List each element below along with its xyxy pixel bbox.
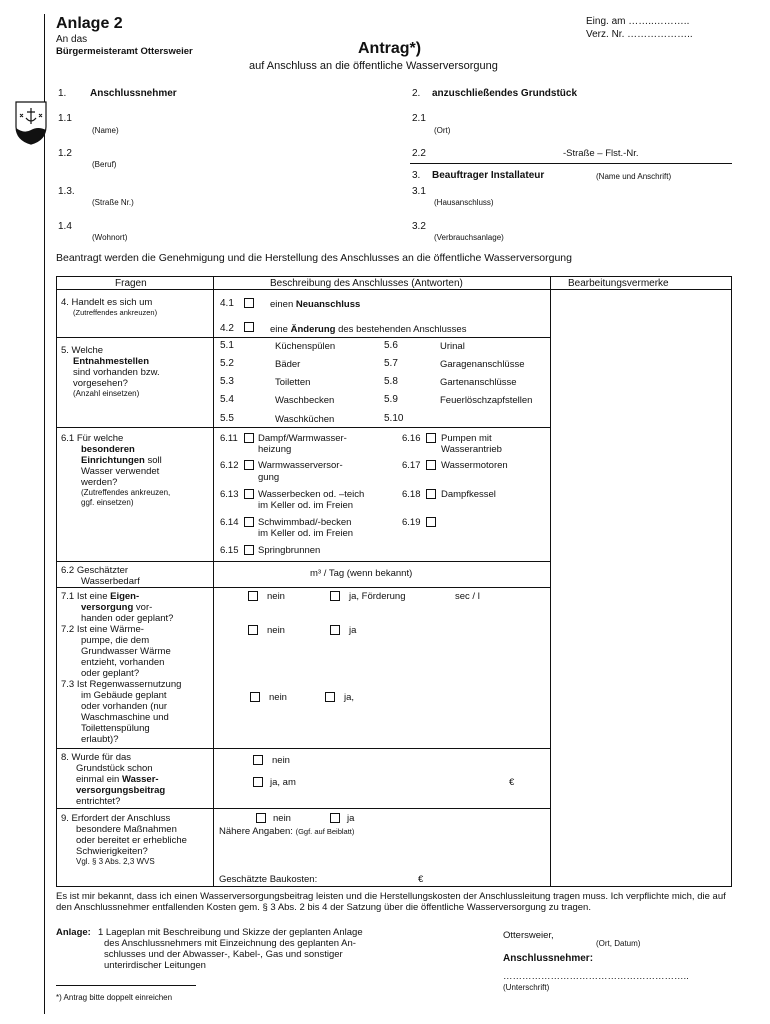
section3-num: 3. [412,170,421,181]
field-3-1-num: 3.1 [412,186,426,197]
a612-num: 6.12 [220,460,239,471]
row-line [56,748,550,749]
q62-line1: 6.2 Geschätzter [61,565,129,576]
a611-num: 6.11 [220,433,238,444]
section2-underline [410,163,732,164]
a62-unit: m³ / Tag (wenn bekannt) [310,568,413,579]
table-header-line [56,289,732,290]
euro-symbol: € [418,874,424,885]
a5-num: 5.1 [220,340,234,351]
q8-line1: 8. Wurde für das [61,752,132,763]
field-1-4-num: 1.4 [58,221,72,232]
signature-line[interactable]: ………………………………………………….. [503,971,689,982]
a41-num: 4.1 [220,298,234,309]
regenwasser-ja-checkbox[interactable] [325,692,335,702]
field-strasse-label: (Straße Nr.) [92,198,134,207]
q61-line1: 6.1 Für welche [61,433,124,444]
springbrunnen-checkbox[interactable] [244,545,254,555]
q61-line4: Wasser verwendet [81,466,160,477]
nein-label: nein [267,625,285,636]
q4-text: 4. Handelt es sich um [61,297,153,308]
footnote-divider [56,985,196,986]
wasserbecken-checkbox[interactable] [244,489,254,499]
a5-label: Küchenspülen [275,341,336,352]
q73-line3: oder vorhanden (nur [81,701,168,712]
massnahmen-ja-checkbox[interactable] [330,813,340,823]
signature-title: Anschlussnehmer: [503,953,594,964]
ja-label: ja [349,625,357,636]
q9-line1: 9. Erfordert der Anschluss [61,813,171,824]
q73-line6: erlaubt)? [81,734,119,745]
a613-line1: Wasserbecken od. –teich [258,489,365,500]
a616-line2: Wasserantrieb [441,444,502,455]
a614-num: 6.14 [220,517,239,528]
a611-line1: Dampf/Warmwasser- [258,433,347,444]
q73-line1: 7.3 Ist Regenwassernutzung [61,679,182,690]
a616-num: 6.16 [402,433,421,444]
ja-foerderung-label: ja, Förderung [349,591,406,602]
anlage-line2: des Anschlussnehmers mit Einzeichnung des geplanten An- [104,938,356,949]
an-das: An das [56,34,88,45]
baukosten-label: Geschätzte Baukosten: [219,874,318,885]
col-header-beschreibung: Beschreibung des Anschlusses (Antworten) [270,278,463,289]
q61-note1: (Zutreffendes ankreuzen, [81,488,171,497]
warmwasserversorgung-checkbox[interactable] [244,460,254,470]
field-1-3-num: 1.3. [58,186,75,197]
a615-line1: Springbrunnen [258,545,321,556]
q61-note2: ggf. einsetzen) [81,498,134,507]
a5-num: 5.5 [220,413,234,424]
q61-line3: Einrichtungen soll [81,455,162,466]
a5-num: 5.6 [384,340,398,351]
signature-note: (Unterschrift) [503,983,550,992]
a616-line1: Pumpen mit [441,433,492,444]
q71-line2: versorgung vor- [81,602,153,613]
ja-label: ja [347,813,355,824]
signature-place: Ottersweier, [503,930,554,941]
eingang-field[interactable]: Eing. am ……..……….. [586,16,690,27]
beitrag-nein-checkbox[interactable] [253,755,263,765]
q61-line2: besonderen [81,444,135,455]
footnote: *) Antrag bitte doppelt einreichen [56,993,173,1002]
table-col-line [550,276,551,886]
dampf-warmwasser-checkbox[interactable] [244,433,254,443]
a615-num: 6.15 [220,545,239,556]
q8-line5: entrichtet? [76,796,121,807]
q72-line1: 7.2 Ist eine Wärme- [61,624,144,635]
pumpen-checkbox[interactable] [426,433,436,443]
a617-line1: Wassermotoren [441,460,508,471]
aenderung-checkbox[interactable] [244,322,254,332]
section3-title: Beauftrager Installateur [432,170,545,181]
q72-line5: oder geplant? [81,668,140,679]
a5-num: 5.9 [384,394,398,405]
schwimmbad-checkbox[interactable] [244,517,254,527]
q8-line2: Grundstück schon [76,763,153,774]
anlage-line3: schlusses und der Abwasser-, Kabel-, Gas und sonstiger [104,949,343,960]
a611-line2: heizung [258,444,292,455]
a5-label: Garagenanschlüsse [440,359,525,370]
a617-num: 6.17 [402,460,421,471]
a612-line1: Warmwasserversor- [258,460,343,471]
euro-symbol: € [509,777,515,788]
signature-place-note: (Ort, Datum) [596,939,641,948]
a5-num: 5.2 [220,358,234,369]
q8-line3: einmal ein Wasser- [76,774,159,785]
row-line [56,587,550,588]
field-name-label: (Name) [92,126,119,135]
a5-num: 5.7 [384,358,398,369]
a42-label: eine Änderung des bestehenden Anschlusses [270,324,467,335]
table-right-line [731,276,732,886]
anlage-label: Anlage: [56,927,91,938]
q9-line2: besondere Maßnahmen [76,824,177,835]
eigenversorgung-nein-checkbox[interactable] [248,591,258,601]
a5-num: 5.4 [220,394,234,405]
a42-num: 4.2 [220,323,234,334]
q5-line2: Entnahmestellen [73,356,150,367]
q72-line4: entzieht, vorhanden [81,657,165,668]
field-beruf-label: (Beruf) [92,160,117,169]
a41-label: einen Neuanschluss [270,299,361,310]
a5-num: 5.8 [384,376,398,387]
a612-line2: gung [258,472,280,483]
anlage-title: Anlage 2 [56,15,123,32]
q5-note: (Anzahl einsetzen) [73,389,140,398]
a614-line2: im Keller od. im Freien [258,528,354,539]
a614-line1: Schwimmbad/-becken [258,517,352,528]
a5-label: Bäder [275,359,301,370]
eigenversorgung-ja-checkbox[interactable] [330,591,340,601]
neuanschluss-checkbox[interactable] [244,298,254,308]
section3-note: (Name und Anschrift) [596,172,672,181]
a5-label: Waschbecken [275,395,335,406]
municipal-seal-icon [14,100,48,146]
field-strasse-flst-label: -Straße – Flst.-Nr. [563,148,639,159]
field-wohnort-label: (Wohnort) [92,233,128,242]
q73-line4: Waschmaschine und [81,712,169,723]
a5-label: Urinal [440,341,465,352]
declaration-text: Es ist mir bekannt, dass ich einen Wasserversorgungsbeitrag leisten und die Herstellungskosten der Anschlussleitung tragen muss. Ich verpflichte mich, die auf den Anschlussnehmer entfallenden Kosten gem. § 3 Abs. 2 bis 4 der Satzung über die öffentliche Wasserversorgung zu tragen. [56,891,726,913]
field-verbrauchsanlage-label: (Verbrauchsanlage) [434,233,504,242]
nein-label: nein [272,755,290,766]
page-title: Antrag*) [358,40,422,57]
q61-line5: werden? [81,477,118,488]
q62-line2: Wasserbedarf [81,576,140,587]
a613-num: 6.13 [220,489,239,500]
nein-label: nein [273,813,291,824]
a619-num: 6.19 [402,517,421,528]
row-line [56,427,550,428]
nein-label: nein [267,591,285,602]
a5-label: Waschküchen [275,414,335,425]
ja-am-label: ja, am [270,777,296,788]
a613-line2: im Keller od. im Freien [258,500,354,511]
q73-line2: im Gebäude geplant [81,690,167,701]
q9-line3: oder bereitet er erhebliche [76,835,187,846]
naehere-angaben: Nähere Angaben: (Ggf. auf Beiblatt) [219,826,355,837]
row-line [56,561,550,562]
q73-line5: Toilettenspülung [81,723,150,734]
field-hausanschluss-label: (Hausanschluss) [434,198,494,207]
waermepumpe-ja-checkbox[interactable] [330,625,340,635]
wassermotoren-checkbox[interactable] [426,460,436,470]
field-3-2-num: 3.2 [412,221,426,232]
page-subtitle: auf Anschluss an die öffentliche Wasserversorgung [249,60,498,72]
anlage-line4: unterirdischer Leitungen [104,960,206,971]
table-left-line [56,276,57,886]
a5-label: Toiletten [275,377,311,388]
field-1-1-num: 1.1 [58,113,72,124]
col-header-vermerke: Bearbeitungsvermerke [568,278,669,289]
section2-title: anzuschließendes Grundstück [432,88,578,99]
regenwasser-nein-checkbox[interactable] [250,692,260,702]
a618-line1: Dampfkessel [441,489,496,500]
a5-label: Gartenanschlüsse [440,377,517,388]
q5-line4: vorgesehen? [73,378,128,389]
q5-line3: sind vorhanden bzw. [73,367,160,378]
table-col-line [213,276,214,886]
table-bottom-line [56,886,732,887]
field-ort-label: (Ort) [434,126,451,135]
field-2-2-num: 2.2 [412,148,426,159]
beitrag-ja-checkbox[interactable] [253,777,263,787]
field-1-2-num: 1.2 [58,148,72,159]
q9-line4: Schwierigkeiten? [76,846,148,857]
q8-line4: versorgungsbeitrag [76,785,166,796]
dampfkessel-checkbox[interactable] [426,489,436,499]
anlage-line1: 1 Lageplan mit Beschreibung und Skizze der geplanten Anlage [98,927,363,938]
field-2-1-num: 2.1 [412,113,426,124]
q72-line3: Grundwasser Wärme [81,646,171,657]
ja-label: ja, [344,692,355,703]
q71-line3: handen oder geplant? [81,613,174,624]
row-line [56,337,550,338]
q5-line1: 5. Welche [61,345,104,356]
col-header-fragen: Fragen [115,278,147,289]
left-margin-line [44,14,45,1014]
sec-l-unit: sec / l [455,591,480,602]
q71-line1: 7.1 Ist eine Eigen- [61,591,140,602]
section1-num: 1. [58,88,67,99]
section2-num: 2. [412,88,421,99]
a618-num: 6.18 [402,489,421,500]
a5-label: Feuerlöschzapfstellen [440,395,533,406]
a5-num: 5.3 [220,376,234,387]
q4-note: (Zutreffendes ankreuzen) [73,308,158,317]
section1-title: Anschlussnehmer [90,88,177,99]
table-top-line [56,276,732,277]
nein-label: nein [269,692,287,703]
massnahmen-nein-checkbox[interactable] [256,813,266,823]
recipient-office: Bürgermeisteramt Ottersweier [56,46,193,57]
waermepumpe-nein-checkbox[interactable] [248,625,258,635]
intro-text: Beantragt werden die Genehmigung und die Herstellung des Anschlusses an die öffentliche Wasserversorgung [56,252,572,264]
row-line [56,808,550,809]
a5-num: 5.10 [384,413,404,424]
verz-nr-field[interactable]: Verz. Nr. ……………….. [586,29,693,40]
q72-line2: pumpe, die dem [81,635,150,646]
sonstige-checkbox[interactable] [426,517,436,527]
q9-note: Vgl. § 3 Abs. 2,3 WVS [76,857,155,866]
